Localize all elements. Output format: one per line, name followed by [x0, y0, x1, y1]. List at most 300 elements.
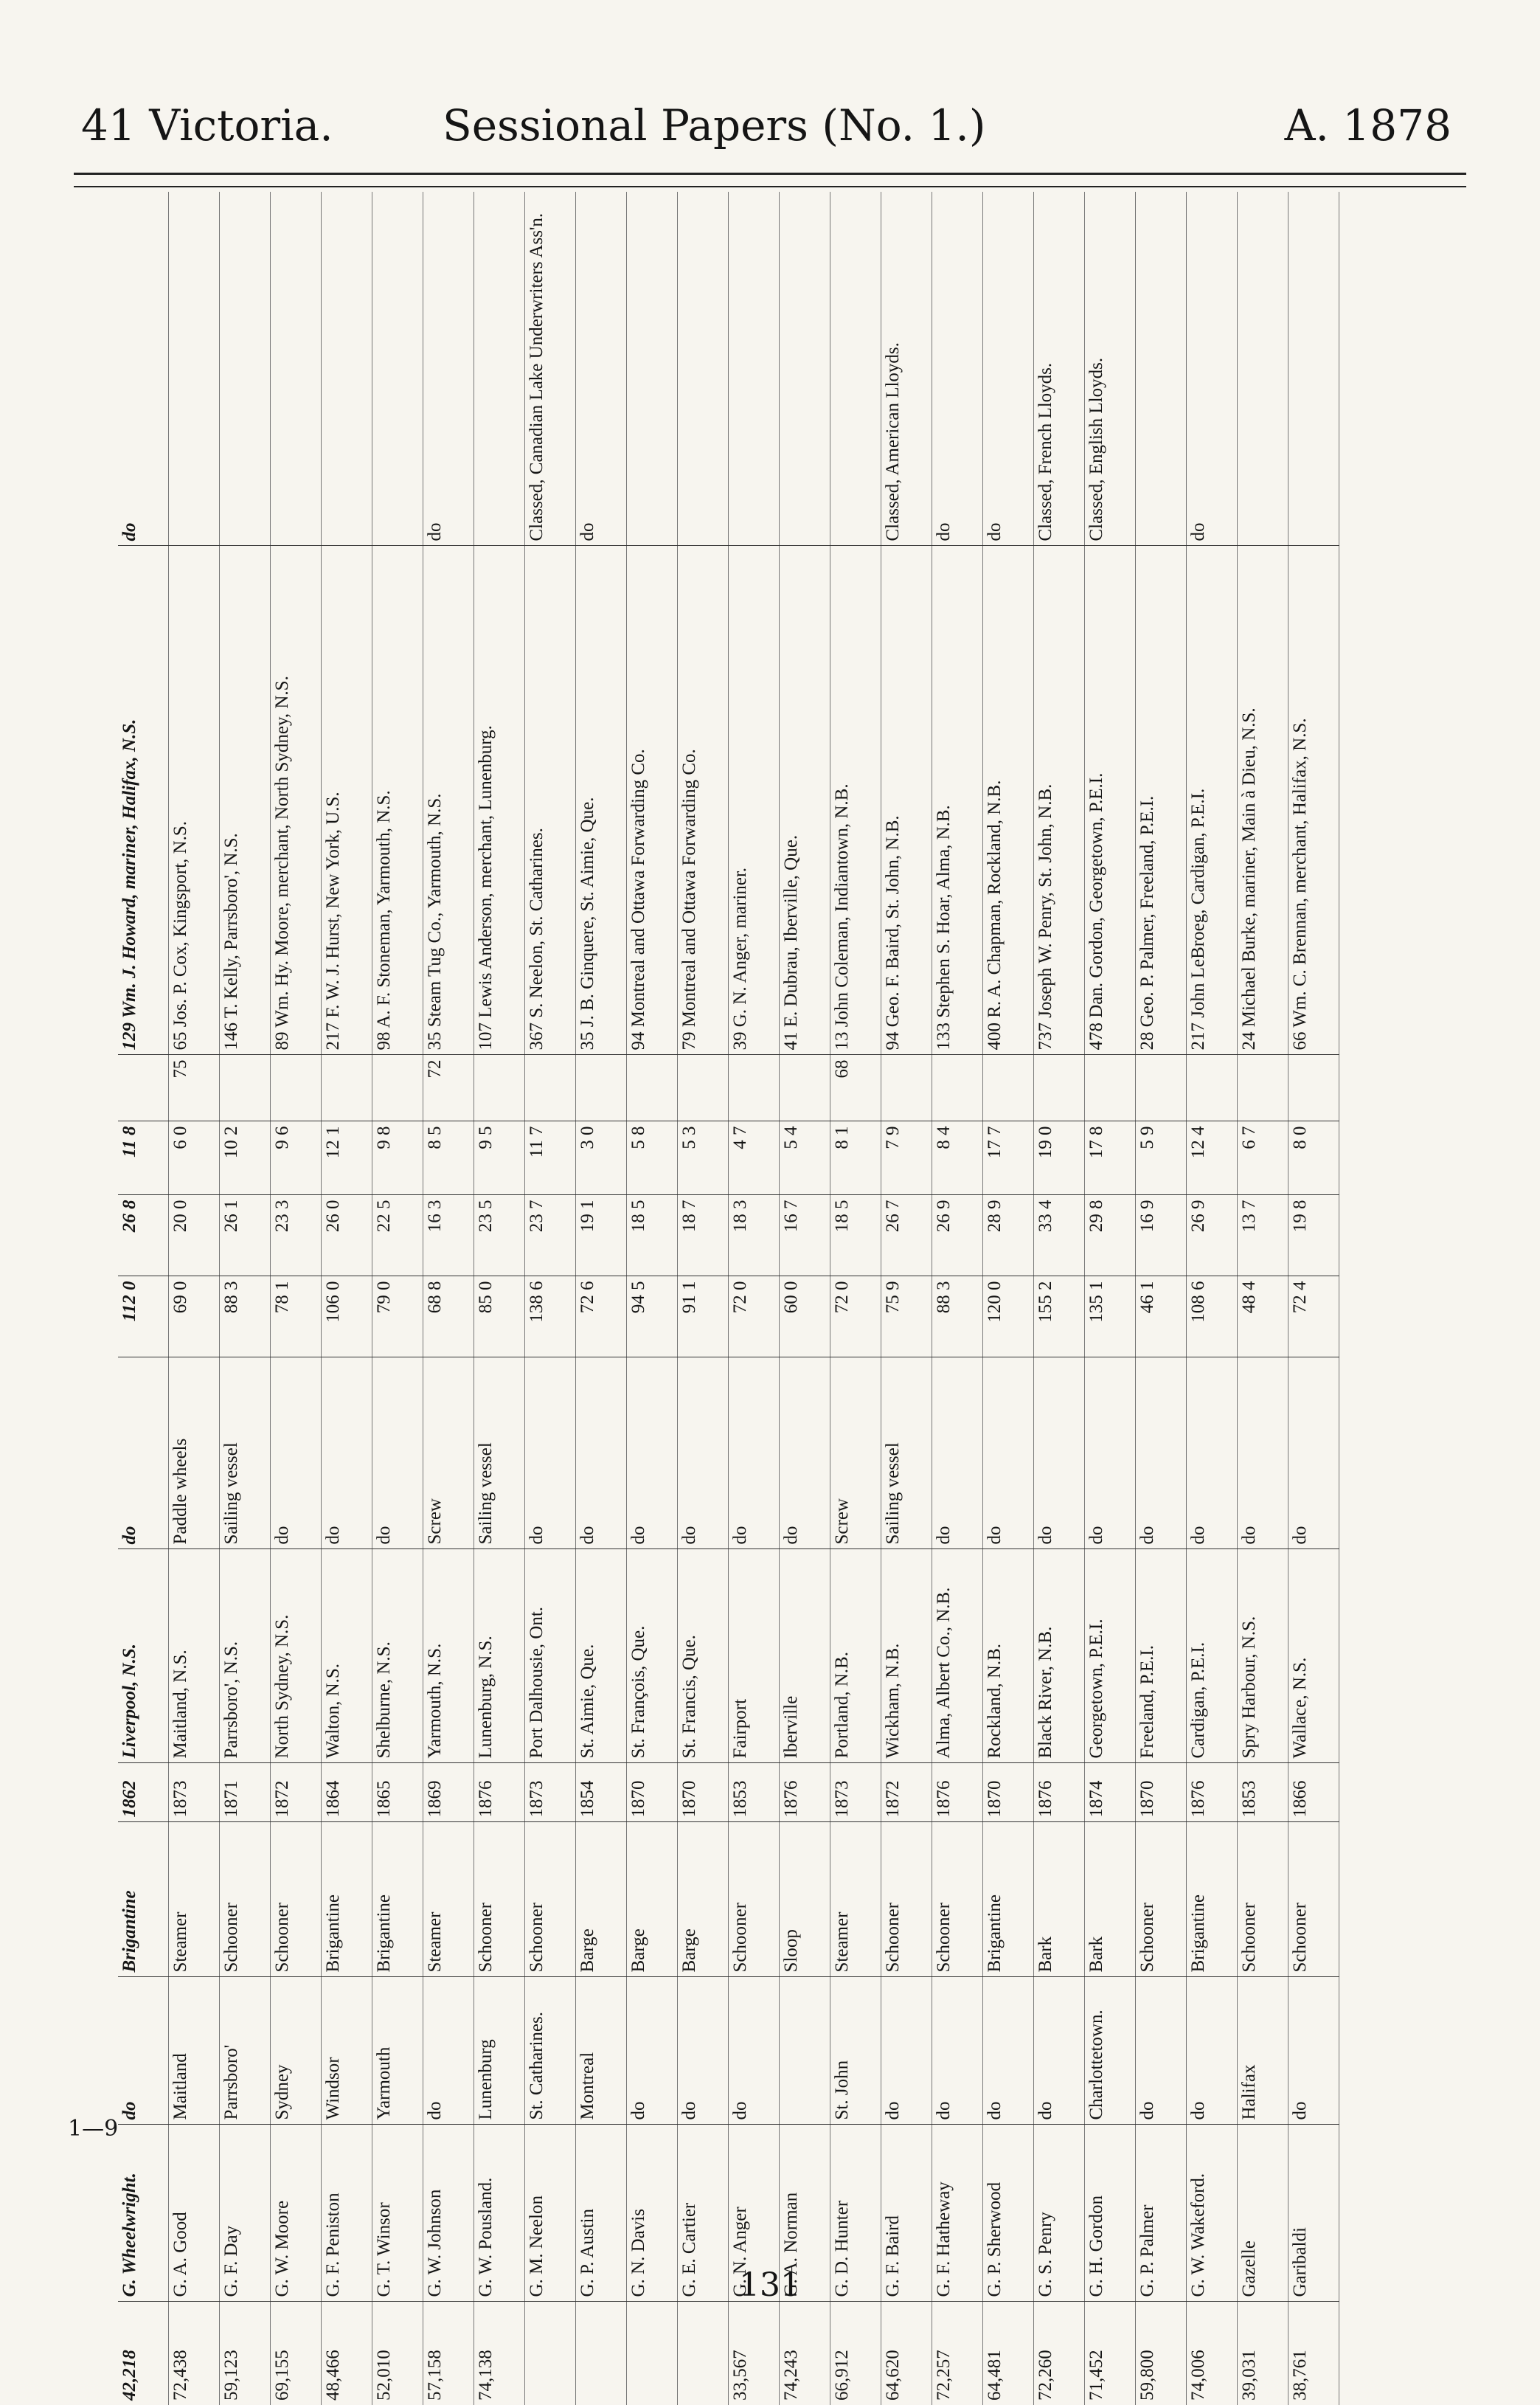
year-built-cell: 1870	[678, 1763, 729, 1822]
depth-cell: 7 9	[881, 1121, 932, 1195]
official-number-cell: 69,155	[272, 2350, 292, 2401]
official-number-cell: 66,912	[832, 2350, 852, 2401]
vessel-name-cell: G. P. Austin	[576, 2125, 627, 2302]
remarks-cell: Classed, American Lloyds.	[881, 192, 932, 546]
port-of-registry-cell: do	[729, 1977, 780, 2125]
remarks-cell	[1238, 192, 1288, 546]
table-row	[830, 192, 881, 2405]
vessel-register-table	[118, 192, 1339, 2405]
rig-cell: Barge	[627, 1822, 678, 1977]
official-number-cell: 59,800	[1137, 2350, 1157, 2401]
place-built-cell: Freeland, P.E.I.	[1136, 1549, 1187, 1763]
place-built-cell: Alma, Albert Co., N.B.	[932, 1549, 983, 1763]
table-row	[627, 192, 678, 2405]
depth-cell: 9 6	[271, 1121, 322, 1195]
remarks-cell	[780, 192, 830, 546]
horse-power-cell	[1187, 1055, 1238, 1121]
header-title: Sessional Papers (No. 1.)	[443, 100, 986, 150]
vessel-description-cell: do	[1238, 1357, 1288, 1549]
depth-cell: 5 4	[780, 1121, 830, 1195]
rig-cell: Barge	[678, 1822, 729, 1977]
port-of-registry-cell: do	[1288, 1977, 1339, 2125]
vessel-name-cell: G. N. Anger	[729, 2125, 780, 2302]
horse-power-cell	[627, 1055, 678, 1121]
horse-power-cell	[678, 1055, 729, 1121]
vessel-name-cell: G. E. Cartier	[678, 2125, 729, 2302]
table-row	[881, 192, 932, 2405]
rig-cell: Schooner	[474, 1822, 525, 1977]
remarks-cell	[474, 192, 525, 546]
official-number-cell: 72,257	[934, 2350, 954, 2401]
breadth-cell: 18 3	[729, 1195, 780, 1276]
place-built-cell: Liverpool, N.S.	[118, 1549, 169, 1763]
year-built-cell: 1876	[1034, 1763, 1085, 1822]
official-number-cell: 48,466	[323, 2350, 343, 2401]
depth-cell: 12 4	[1187, 1121, 1238, 1195]
horse-power-cell	[322, 1055, 372, 1121]
breadth-cell: 16 7	[780, 1195, 830, 1276]
table-row	[729, 192, 780, 2405]
year-built-cell: 1872	[881, 1763, 932, 1822]
rig-cell: Brigantine	[118, 1822, 169, 1977]
remarks-cell: do	[1187, 192, 1238, 546]
depth-cell: 5 3	[678, 1121, 729, 1195]
vessel-name-cell: G. W. Moore	[271, 2125, 322, 2302]
rig-cell: Steamer	[423, 1822, 474, 1977]
port-of-registry-cell: do	[932, 1977, 983, 2125]
horse-power-cell	[1288, 1055, 1339, 1121]
depth-cell: 6 7	[1238, 1121, 1288, 1195]
table-row	[474, 192, 525, 2405]
remarks-cell	[1136, 192, 1187, 546]
official-number-cell: 42,218	[119, 2350, 139, 2401]
table-row	[1136, 192, 1187, 2405]
year-built-cell: 1853	[729, 1763, 780, 1822]
year-built-cell: 1876	[932, 1763, 983, 1822]
table-row	[932, 192, 983, 2405]
table-row	[1034, 192, 1085, 2405]
official-number-cell: 74,243	[781, 2350, 801, 2401]
year-built-cell: 1870	[627, 1763, 678, 1822]
length-cell: 85 0	[474, 1276, 525, 1357]
breadth-cell: 20 0	[169, 1195, 220, 1276]
breadth-cell: 18 5	[830, 1195, 881, 1276]
length-cell: 94 5	[627, 1276, 678, 1357]
owners-cell: 133 Stephen S. Hoar, Alma, N.B.	[932, 546, 983, 1055]
year-built-cell: 1873	[169, 1763, 220, 1822]
table-row	[1187, 192, 1238, 2405]
length-cell: 155 2	[1034, 1276, 1085, 1357]
breadth-cell: 18 5	[627, 1195, 678, 1276]
length-cell: 78 1	[271, 1276, 322, 1357]
official-number-cell: 64,620	[883, 2350, 903, 2401]
official-number-cell	[525, 2302, 576, 2405]
vessel-name-cell: G. A. Good	[169, 2125, 220, 2302]
year-built-cell: 1870	[1136, 1763, 1187, 1822]
table-row	[423, 192, 474, 2405]
horse-power-cell	[474, 1055, 525, 1121]
owners-cell: 217 John LeBroeg, Cardigan, P.E.I.	[1187, 546, 1238, 1055]
breadth-cell: 26 0	[322, 1195, 372, 1276]
table-row	[322, 192, 372, 2405]
port-of-registry-cell: do	[1034, 1977, 1085, 2125]
horse-power-cell	[220, 1055, 271, 1121]
depth-cell: 8 1	[830, 1121, 881, 1195]
owners-cell: 89 Wm. Hy. Moore, merchant, North Sydney, N.S.	[271, 546, 322, 1055]
depth-cell: 3 0	[576, 1121, 627, 1195]
year-built-cell: 1864	[322, 1763, 372, 1822]
rig-cell: Schooner	[271, 1822, 322, 1977]
horse-power-cell	[983, 1055, 1034, 1121]
owners-cell: 107 Lewis Anderson, merchant, Lunenburg.	[474, 546, 525, 1055]
breadth-cell: 18 7	[678, 1195, 729, 1276]
place-built-cell: Cardigan, P.E.I.	[1187, 1549, 1238, 1763]
port-of-registry-cell: St. Catharines.	[525, 1977, 576, 2125]
breadth-cell: 13 7	[1238, 1195, 1288, 1276]
port-of-registry-cell	[780, 1977, 830, 2125]
year-built-cell: 1873	[525, 1763, 576, 1822]
vessel-name-cell: G. W. Johnson	[423, 2125, 474, 2302]
year-built-cell: 1873	[830, 1763, 881, 1822]
table-row	[372, 192, 423, 2405]
remarks-cell	[322, 192, 372, 546]
table-row	[220, 192, 271, 2405]
vessel-name-cell: G. P. Sherwood	[983, 2125, 1034, 2302]
vessel-description-cell: do	[1085, 1357, 1136, 1549]
place-built-cell: Georgetown, P.E.I.	[1085, 1549, 1136, 1763]
remarks-cell: do	[983, 192, 1034, 546]
vessel-name-cell: Gazelle	[1238, 2125, 1288, 2302]
vessel-description-cell: do	[525, 1357, 576, 1549]
rig-cell: Schooner	[729, 1822, 780, 1977]
length-cell: 72 0	[729, 1276, 780, 1357]
horse-power-cell: 72	[423, 1055, 474, 1121]
port-of-registry-cell: Parrsboro'	[220, 1977, 271, 2125]
rig-cell: Brigantine	[983, 1822, 1034, 1977]
depth-cell: 11 8	[118, 1121, 169, 1195]
length-cell: 135 1	[1085, 1276, 1136, 1357]
remarks-cell	[729, 192, 780, 546]
owners-cell: 65 Jos. P. Cox, Kingsport, N.S.	[169, 546, 220, 1055]
vessel-name-cell: G. P. Palmer	[1136, 2125, 1187, 2302]
year-built-cell: 1854	[576, 1763, 627, 1822]
remarks-cell: Classed, French Lloyds.	[1034, 192, 1085, 546]
length-cell: 88 3	[220, 1276, 271, 1357]
port-of-registry-cell: do	[1136, 1977, 1187, 2125]
port-of-registry-cell: St. John	[830, 1977, 881, 2125]
rig-cell: Schooner	[1238, 1822, 1288, 1977]
horse-power-cell	[1085, 1055, 1136, 1121]
breadth-cell: 23 7	[525, 1195, 576, 1276]
year-built-cell: 1872	[271, 1763, 322, 1822]
official-number-cell: 74,006	[1188, 2350, 1208, 2401]
owners-cell: 98 A. F. Stoneman, Yarmouth, N.S.	[372, 546, 423, 1055]
table-row	[1288, 192, 1339, 2405]
table-row	[780, 192, 830, 2405]
place-built-cell: Wallace, N.S.	[1288, 1549, 1339, 1763]
owners-cell: 367 S. Neelon, St. Catharines.	[525, 546, 576, 1055]
depth-cell: 17 8	[1085, 1121, 1136, 1195]
depth-cell: 4 7	[729, 1121, 780, 1195]
place-built-cell: Iberville	[780, 1549, 830, 1763]
vessel-name-cell: G. S. Penry	[1034, 2125, 1085, 2302]
vessel-description-cell: do	[1288, 1357, 1339, 1549]
official-number-cell: 59,123	[221, 2350, 241, 2401]
port-of-registry-cell: do	[1187, 1977, 1238, 2125]
year-built-cell: 1869	[423, 1763, 474, 1822]
owners-cell: 146 T. Kelly, Parrsboro', N.S.	[220, 546, 271, 1055]
marginal-note: 1—9	[68, 2116, 119, 2142]
year-built-cell: 1874	[1085, 1763, 1136, 1822]
rig-cell: Barge	[576, 1822, 627, 1977]
vessel-name-cell: G. W. Wakeford.	[1187, 2125, 1238, 2302]
rig-cell: Schooner	[525, 1822, 576, 1977]
horse-power-cell	[372, 1055, 423, 1121]
port-of-registry-cell: Sydney	[271, 1977, 322, 2125]
remarks-cell	[627, 192, 678, 546]
horse-power-cell	[271, 1055, 322, 1121]
horse-power-cell	[576, 1055, 627, 1121]
vessel-description-cell: do	[627, 1357, 678, 1549]
port-of-registry-cell: do	[678, 1977, 729, 2125]
breadth-cell: 26 1	[220, 1195, 271, 1276]
table-row	[678, 192, 729, 2405]
length-cell: 72 6	[576, 1276, 627, 1357]
length-cell: 69 0	[169, 1276, 220, 1357]
rig-cell: Brigantine	[372, 1822, 423, 1977]
vessel-name-cell: G. A. Norman	[780, 2125, 830, 2302]
table-row	[576, 192, 627, 2405]
rig-cell: Brigantine	[1187, 1822, 1238, 1977]
length-cell: 106 0	[322, 1276, 372, 1357]
vessel-description-cell: Sailing vessel	[220, 1357, 271, 1549]
length-cell: 75 9	[881, 1276, 932, 1357]
remarks-cell: do	[118, 192, 169, 546]
port-of-registry-cell: Windsor	[322, 1977, 372, 2125]
place-built-cell: Lunenburg, N.S.	[474, 1549, 525, 1763]
official-number-cell	[678, 2302, 729, 2405]
owners-cell: 94 Geo. F. Baird, St. John, N.B.	[881, 546, 932, 1055]
vessel-description-cell: do	[322, 1357, 372, 1549]
length-cell: 108 6	[1187, 1276, 1238, 1357]
breadth-cell: 16 9	[1136, 1195, 1187, 1276]
place-built-cell: Port Dalhousie, Ont.	[525, 1549, 576, 1763]
length-cell: 79 0	[372, 1276, 423, 1357]
remarks-cell	[220, 192, 271, 546]
vessel-description-cell: do	[932, 1357, 983, 1549]
vessel-description-cell: Screw	[830, 1357, 881, 1549]
table-row	[271, 192, 322, 2405]
port-of-registry-cell: do	[881, 1977, 932, 2125]
vessel-description-cell: Sailing vessel	[474, 1357, 525, 1549]
breadth-cell: 19 8	[1288, 1195, 1339, 1276]
owners-cell: 400 R. A. Chapman, Rockland, N.B.	[983, 546, 1034, 1055]
length-cell: 91 1	[678, 1276, 729, 1357]
port-of-registry-cell: Lunenburg	[474, 1977, 525, 2125]
rig-cell: Schooner	[1288, 1822, 1339, 1977]
horse-power-cell	[729, 1055, 780, 1121]
length-cell: 72 4	[1288, 1276, 1339, 1357]
rig-cell: Schooner	[1136, 1822, 1187, 1977]
horse-power-cell	[881, 1055, 932, 1121]
official-number-cell: 71,452	[1086, 2350, 1106, 2401]
vessel-description-cell: do	[780, 1357, 830, 1549]
ledger-table-rotated	[118, 192, 1431, 2405]
depth-cell: 10 2	[220, 1121, 271, 1195]
length-cell: 48 4	[1238, 1276, 1288, 1357]
vessel-description-cell: do	[678, 1357, 729, 1549]
vessel-name-cell: G. F. Peniston	[322, 2125, 372, 2302]
depth-cell: 17 7	[983, 1121, 1034, 1195]
horse-power-cell: 75	[169, 1055, 220, 1121]
length-cell: 72 0	[830, 1276, 881, 1357]
horse-power-cell	[1136, 1055, 1187, 1121]
horse-power-cell	[780, 1055, 830, 1121]
breadth-cell: 23 5	[474, 1195, 525, 1276]
length-cell: 120 0	[983, 1276, 1034, 1357]
port-of-registry-cell: do	[118, 1977, 169, 2125]
owners-cell: 39 G. N. Anger, mariner.	[729, 546, 780, 1055]
breadth-cell: 26 9	[932, 1195, 983, 1276]
horse-power-cell	[1238, 1055, 1288, 1121]
table-row	[1085, 192, 1136, 2405]
breadth-cell: 19 1	[576, 1195, 627, 1276]
official-number-cell: 33,567	[730, 2350, 750, 2401]
depth-cell: 8 4	[932, 1121, 983, 1195]
year-built-cell: 1876	[474, 1763, 525, 1822]
place-built-cell: St. François, Que.	[627, 1549, 678, 1763]
vessel-description-cell: do	[372, 1357, 423, 1549]
remarks-cell: do	[423, 192, 474, 546]
breadth-cell: 23 3	[271, 1195, 322, 1276]
rig-cell: Schooner	[932, 1822, 983, 1977]
year-built-cell: 1876	[780, 1763, 830, 1822]
rig-cell: Sloop	[780, 1822, 830, 1977]
depth-cell: 8 0	[1288, 1121, 1339, 1195]
length-cell: 112 0	[118, 1276, 169, 1357]
official-number-cell: 64,481	[985, 2350, 1005, 2401]
length-cell: 138 6	[525, 1276, 576, 1357]
port-of-registry-cell: Maitland	[169, 1977, 220, 2125]
official-number-cell	[576, 2302, 627, 2405]
owners-cell: 13 John Coleman, Indiantown, N.B.	[830, 546, 881, 1055]
page-header	[81, 96, 1451, 155]
official-number-cell: 52,010	[374, 2350, 394, 2401]
place-built-cell: Rockland, N.B.	[983, 1549, 1034, 1763]
breadth-cell: 16 3	[423, 1195, 474, 1276]
year-built-cell: 1862	[118, 1763, 169, 1822]
port-of-registry-cell: do	[627, 1977, 678, 2125]
year-built-cell: 1871	[220, 1763, 271, 1822]
vessel-description-cell: do	[1034, 1357, 1085, 1549]
length-cell: 60 0	[780, 1276, 830, 1357]
depth-cell: 19 0	[1034, 1121, 1085, 1195]
breadth-cell: 33 4	[1034, 1195, 1085, 1276]
breadth-cell: 26 9	[1187, 1195, 1238, 1276]
place-built-cell: Shelburne, N.S.	[372, 1549, 423, 1763]
port-of-registry-cell: Charlottetown.	[1085, 1977, 1136, 2125]
place-built-cell: St. Francis, Que.	[678, 1549, 729, 1763]
vessel-description-cell: do	[576, 1357, 627, 1549]
owners-cell: 478 Dan. Gordon, Georgetown, P.E.I.	[1085, 546, 1136, 1055]
remarks-cell: Classed, Canadian Lake Underwriters Ass'n.	[525, 192, 576, 546]
vessel-description-cell: Paddle wheels	[169, 1357, 220, 1549]
depth-cell: 8 5	[423, 1121, 474, 1195]
place-built-cell: Fairport	[729, 1549, 780, 1763]
rig-cell: Steamer	[830, 1822, 881, 1977]
remarks-cell	[830, 192, 881, 546]
vessel-name-cell: G. M. Neelon	[525, 2125, 576, 2302]
vessel-description-cell: do	[1187, 1357, 1238, 1549]
header-rule	[74, 173, 1466, 175]
horse-power-cell: 68	[830, 1055, 881, 1121]
place-built-cell: Maitland, N.S.	[169, 1549, 220, 1763]
year-built-cell: 1866	[1288, 1763, 1339, 1822]
place-built-cell: Walton, N.S.	[322, 1549, 372, 1763]
place-built-cell: Black River, N.B.	[1034, 1549, 1085, 1763]
remarks-cell: Classed, English Lloyds.	[1085, 192, 1136, 546]
official-number-cell: 38,761	[1290, 2350, 1310, 2401]
official-number-cell: 72,438	[170, 2350, 190, 2401]
vessel-description-cell: do	[118, 1357, 169, 1549]
depth-cell: 5 9	[1136, 1121, 1187, 1195]
vessel-name-cell: G. Wheelwright.	[118, 2125, 169, 2302]
remarks-cell	[678, 192, 729, 546]
port-of-registry-cell: do	[983, 1977, 1034, 2125]
owners-cell: 129 Wm. J. Howard, mariner, Halifax, N.S.	[118, 546, 169, 1055]
owners-cell: 35 J. B. Ginquere, St. Aimie, Que.	[576, 546, 627, 1055]
vessel-name-cell: G. D. Hunter	[830, 2125, 881, 2302]
owners-cell: 41 E. Dubrau, Iberville, Que.	[780, 546, 830, 1055]
header-series: A. 1878	[1284, 100, 1451, 150]
horse-power-cell	[118, 1055, 169, 1121]
vessel-name-cell: G. W. Pousland.	[474, 2125, 525, 2302]
table-row	[525, 192, 576, 2405]
breadth-cell: 28 9	[983, 1195, 1034, 1276]
remarks-cell: do	[932, 192, 983, 546]
year-built-cell: 1876	[1187, 1763, 1238, 1822]
owners-cell: 737 Joseph W. Penry, St. John, N.B.	[1034, 546, 1085, 1055]
horse-power-cell	[1034, 1055, 1085, 1121]
depth-cell: 12 1	[322, 1121, 372, 1195]
vessel-description-cell: do	[271, 1357, 322, 1549]
header-volume: 41 Victoria.	[81, 100, 333, 150]
remarks-cell	[169, 192, 220, 546]
length-cell: 88 3	[932, 1276, 983, 1357]
official-number-cell: 39,031	[1239, 2350, 1259, 2401]
owners-cell: 24 Michael Burke, mariner, Main à Dieu, N.S.	[1238, 546, 1288, 1055]
vessel-name-cell: G. F. Day	[220, 2125, 271, 2302]
place-built-cell: Parrsboro', N.S.	[220, 1549, 271, 1763]
remarks-cell	[271, 192, 322, 546]
rig-cell: Schooner	[220, 1822, 271, 1977]
place-built-cell: Spry Harbour, N.S.	[1238, 1549, 1288, 1763]
place-built-cell: St. Aimie, Que.	[576, 1549, 627, 1763]
place-built-cell: Yarmouth, N.S.	[423, 1549, 474, 1763]
breadth-cell: 26 7	[881, 1195, 932, 1276]
horse-power-cell	[525, 1055, 576, 1121]
year-built-cell: 1870	[983, 1763, 1034, 1822]
vessel-description-cell: do	[1136, 1357, 1187, 1549]
remarks-cell: do	[576, 192, 627, 546]
depth-cell: 11 7	[525, 1121, 576, 1195]
vessel-name-cell: G. F. Hatheway	[932, 2125, 983, 2302]
owners-cell: 217 F. W. J. Hurst, New York, U.S.	[322, 546, 372, 1055]
breadth-cell: 22 5	[372, 1195, 423, 1276]
official-number-cell: 72,260	[1036, 2350, 1055, 2401]
breadth-cell: 26 8	[118, 1195, 169, 1276]
rig-cell: Bark	[1034, 1822, 1085, 1977]
